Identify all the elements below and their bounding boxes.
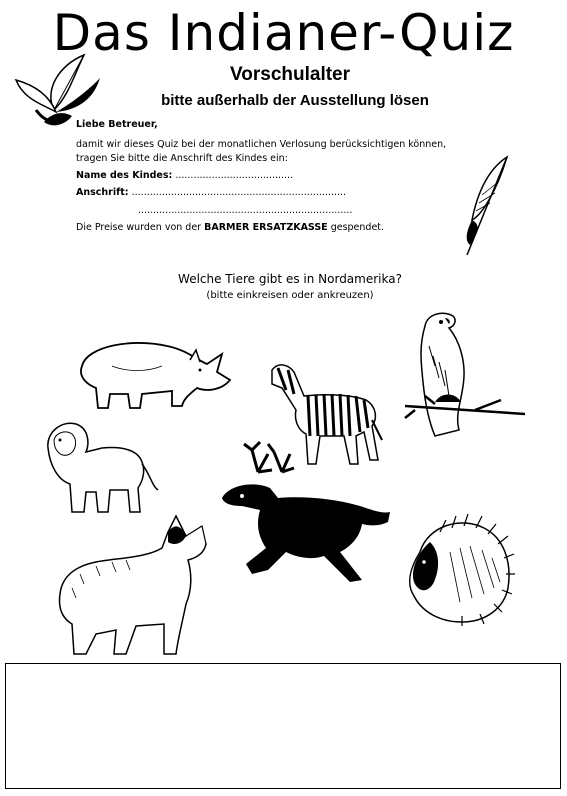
wolf-icon[interactable] xyxy=(56,514,216,659)
deer-icon[interactable] xyxy=(212,440,397,590)
address-label: Anschrift: xyxy=(76,187,129,198)
greeting: Liebe Betreuer, xyxy=(76,119,158,130)
sponsor-name: BARMER ERSATZKASSE xyxy=(204,222,328,233)
name-label: Name des Kindes: xyxy=(76,170,173,181)
prize-text: Die Preise wurden von der xyxy=(76,222,205,233)
lion-icon[interactable] xyxy=(42,418,162,518)
name-field[interactable]: ....................................... xyxy=(175,170,294,181)
rhinoceros-icon[interactable] xyxy=(72,336,232,416)
address-row xyxy=(76,186,346,199)
form-line-1: damit wir dieses Quiz bei der monatlichen Verlosung berücksichtigen können, xyxy=(76,139,447,150)
address-field-2[interactable]: ....................................................................... xyxy=(138,205,353,216)
age-group-subtitle: Vorschulalter xyxy=(229,64,351,85)
page-title: Das Indianer-Quiz xyxy=(52,4,515,62)
answer-box[interactable] xyxy=(5,663,561,789)
quiz-hint: (bitte einkreisen oder ankreuzen) xyxy=(206,290,374,301)
quiz-question: Welche Tiere gibt es in Nordamerika? xyxy=(178,272,402,286)
porcupine-icon[interactable] xyxy=(400,512,515,627)
instruction-heading: bitte außerhalb der Ausstellung lösen xyxy=(161,92,429,109)
prize-text-end: gespendet. xyxy=(327,222,385,233)
address-field[interactable]: ....................................................................... xyxy=(131,187,347,198)
feather-icon xyxy=(452,155,512,265)
prize-note xyxy=(76,221,384,234)
form-line-2: tragen Sie bitte die Anschrift des Kindes ein: xyxy=(76,153,288,164)
name-row xyxy=(76,169,293,182)
eagle-icon[interactable] xyxy=(405,306,530,446)
